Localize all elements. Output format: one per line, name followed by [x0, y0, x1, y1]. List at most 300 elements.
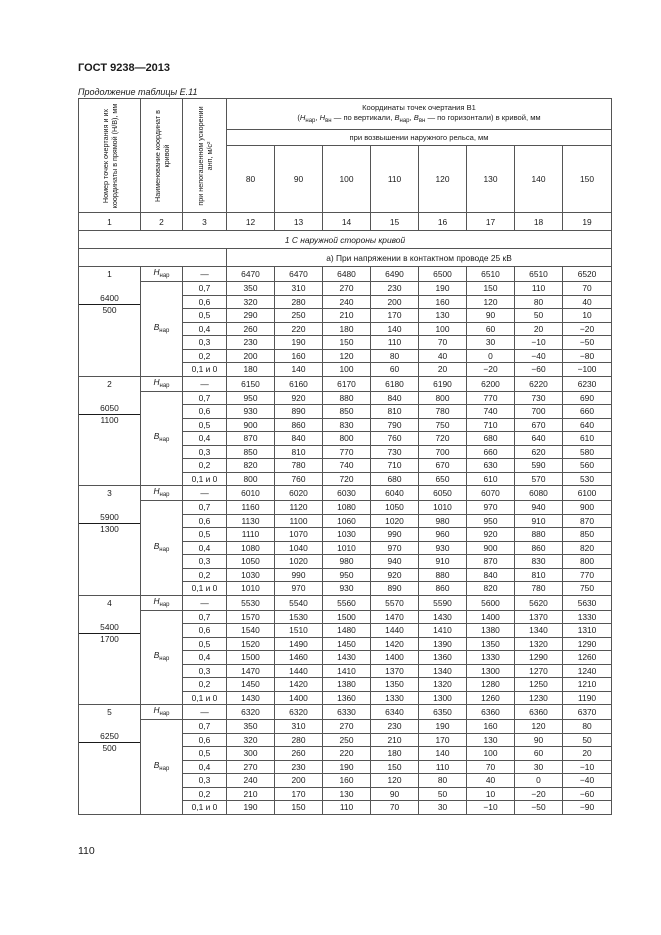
header-acceleration	[183, 99, 227, 213]
value-cell: 750	[563, 582, 612, 596]
value-cell: 1300	[467, 664, 515, 678]
value-cell: 570	[515, 472, 563, 486]
value-cell: 30	[419, 801, 467, 815]
value-cell: 560	[563, 459, 612, 473]
value-cell: 320	[227, 733, 275, 747]
acceleration-value: 0,7	[183, 720, 227, 734]
acceleration-value: 0,4	[183, 541, 227, 555]
value-cell: 180	[371, 747, 419, 761]
value-cell: 120	[467, 295, 515, 309]
value-cell: 130	[467, 733, 515, 747]
value-cell: 30	[467, 336, 515, 350]
acceleration-value: 0,7	[183, 501, 227, 515]
acceleration-value: 0,5	[183, 637, 227, 651]
value-cell: 6490	[371, 267, 419, 282]
table-row-h-point-1	[79, 267, 612, 282]
value-cell: 270	[323, 720, 371, 734]
value-cell: 930	[323, 582, 371, 596]
value-cell: 810	[371, 405, 419, 419]
value-cell: 710	[371, 459, 419, 473]
value-cell: 130	[419, 309, 467, 323]
value-cell: 1420	[371, 637, 419, 651]
value-cell: 1040	[275, 541, 323, 555]
vert-text: — по вертикали,	[331, 112, 395, 122]
point-number: 3	[107, 488, 112, 498]
value-cell: 1290	[515, 651, 563, 665]
column-number-17: 17	[467, 213, 515, 231]
header-coordinate-name	[141, 99, 183, 213]
b-subscript: нар	[159, 437, 170, 444]
value-cell: 1430	[419, 610, 467, 624]
value-cell: 250	[275, 309, 323, 323]
value-cell: 800	[323, 432, 371, 446]
value-cell: −10	[467, 801, 515, 815]
point-coordinates-fraction	[79, 512, 140, 535]
value-cell: 730	[371, 445, 419, 459]
b-symbol: B	[153, 759, 160, 770]
value-cell: 190	[275, 336, 323, 350]
value-cell: 950	[323, 568, 371, 582]
value-cell: 350	[227, 720, 275, 734]
header-coordinates-group	[227, 99, 612, 130]
value-cell: 820	[467, 582, 515, 596]
value-cell: −20	[563, 322, 612, 336]
value-cell: 5590	[419, 595, 467, 610]
value-cell: 750	[419, 418, 467, 432]
b-symbol: B	[153, 540, 160, 551]
hnar-symbol: H	[299, 112, 306, 122]
bvn-sub: вн	[418, 117, 426, 124]
header-elevation-90: 90	[275, 146, 323, 213]
value-cell: 1160	[227, 501, 275, 515]
column-number-12: 12	[227, 213, 275, 231]
h-symbol: H	[153, 376, 160, 387]
value-cell: 1210	[563, 678, 612, 692]
value-cell: 110	[323, 801, 371, 815]
acceleration-value: 0,2	[183, 349, 227, 363]
value-cell: −60	[563, 787, 612, 801]
value-cell: 800	[563, 555, 612, 569]
value-cell: 270	[323, 282, 371, 296]
value-cell: 120	[323, 349, 371, 363]
value-cell: 670	[419, 459, 467, 473]
h-subscript: нар	[159, 273, 170, 279]
acceleration-value: 0,6	[183, 514, 227, 528]
value-cell: 120	[371, 774, 419, 788]
value-cell: 100	[323, 363, 371, 377]
value-cell: 310	[275, 282, 323, 296]
column-number-13: 13	[275, 213, 323, 231]
value-cell: 1050	[227, 555, 275, 569]
acceleration-value: 0,7	[183, 391, 227, 405]
h-symbol: H	[153, 595, 160, 606]
value-cell: 800	[227, 472, 275, 486]
acceleration-value: 0,6	[183, 295, 227, 309]
header-point-number-text: Номер точек очертания и их координаты в прямой (H/B), мм	[100, 103, 119, 208]
value-cell: 650	[419, 472, 467, 486]
table-row-h-point-2	[79, 376, 612, 391]
value-cell: 130	[323, 787, 371, 801]
value-cell: 6010	[227, 486, 275, 501]
value-cell: 1440	[371, 624, 419, 638]
value-cell: 6020	[275, 486, 323, 501]
value-cell: 70	[371, 801, 419, 815]
column-number-3: 3	[183, 213, 227, 231]
value-cell: 1520	[227, 637, 275, 651]
value-cell: 910	[515, 514, 563, 528]
acceleration-value: 0,6	[183, 405, 227, 419]
acceleration-value: 0,1 и 0	[183, 472, 227, 486]
point-cell	[79, 705, 141, 815]
b-symbol: B	[153, 321, 160, 332]
value-cell: 60	[371, 363, 419, 377]
point-h-coordinate: 6050	[79, 403, 140, 415]
value-cell: 990	[371, 528, 419, 542]
value-cell: 90	[515, 733, 563, 747]
value-cell: 290	[227, 309, 275, 323]
acceleration-value: 0,4	[183, 432, 227, 446]
value-cell: 5630	[563, 595, 612, 610]
point-coordinates-fraction	[79, 403, 140, 426]
h-subscript: нар	[159, 601, 170, 608]
value-cell: 6520	[563, 267, 612, 282]
value-cell: 700	[419, 445, 467, 459]
value-cell: 800	[419, 391, 467, 405]
table-row-b-point-5	[79, 720, 612, 734]
b-symbol: B	[153, 650, 160, 661]
value-cell: 6170	[323, 376, 371, 391]
table-row-b-point-4	[79, 610, 612, 624]
value-cell: 810	[275, 445, 323, 459]
hnar-sub: нар	[305, 117, 316, 124]
value-cell: 870	[467, 555, 515, 569]
acceleration-value: 0,4	[183, 651, 227, 665]
column-number-15: 15	[371, 213, 419, 231]
value-cell: 1380	[323, 678, 371, 692]
value-cell: 280	[275, 733, 323, 747]
table-row-b-point-3	[79, 501, 612, 515]
value-cell: 6350	[419, 705, 467, 720]
value-cell: 640	[563, 418, 612, 432]
value-cell: 6320	[275, 705, 323, 720]
h-subscript: нар	[159, 711, 170, 717]
value-cell: 780	[419, 405, 467, 419]
value-cell: 1050	[371, 501, 419, 515]
b-nar-label	[141, 282, 183, 377]
value-cell: 6330	[323, 705, 371, 720]
value-cell: 70	[467, 760, 515, 774]
b-subscript: нар	[159, 546, 170, 553]
value-cell: 1530	[275, 610, 323, 624]
value-cell: 970	[275, 582, 323, 596]
acceleration-dash: —	[183, 376, 227, 391]
acceleration-value: 0,2	[183, 678, 227, 692]
value-cell: 1080	[323, 501, 371, 515]
value-cell: 240	[227, 774, 275, 788]
value-cell: 1490	[275, 637, 323, 651]
value-cell: 1480	[323, 624, 371, 638]
table-row-h-point-4	[79, 595, 612, 610]
value-cell: 840	[275, 432, 323, 446]
value-cell: 1400	[467, 610, 515, 624]
value-cell: 1120	[275, 501, 323, 515]
value-cell: 180	[323, 322, 371, 336]
value-cell: 1350	[371, 678, 419, 692]
point-b-coordinate: 500	[102, 743, 117, 753]
value-cell: 5560	[323, 595, 371, 610]
b-nar-label	[141, 501, 183, 596]
acceleration-value: 0,2	[183, 459, 227, 473]
table-row-b-point-1	[79, 282, 612, 296]
h-nar-label	[141, 376, 183, 391]
value-cell: 610	[563, 432, 612, 446]
value-cell: 110	[515, 282, 563, 296]
value-cell: 1340	[515, 624, 563, 638]
value-cell: 770	[563, 568, 612, 582]
value-cell: 1260	[563, 651, 612, 665]
value-cell: 920	[371, 568, 419, 582]
table-row-h-point-5	[79, 705, 612, 720]
value-cell: 6510	[467, 267, 515, 282]
bnar-symbol: B	[394, 112, 400, 122]
value-cell: 920	[275, 391, 323, 405]
column-number-16: 16	[419, 213, 467, 231]
acceleration-value: 0,7	[183, 282, 227, 296]
h-nar-label	[141, 595, 183, 610]
value-cell: 5570	[371, 595, 419, 610]
value-cell: 6340	[371, 705, 419, 720]
header-acceleration-text: при непогашенном ускорении aнп, м/с²	[195, 105, 214, 206]
value-cell: 150	[275, 801, 323, 815]
point-h-coordinate: 6400	[79, 293, 140, 305]
acceleration-value: 0,4	[183, 760, 227, 774]
value-cell: 1410	[323, 664, 371, 678]
header-elevation-120: 120	[419, 146, 467, 213]
value-cell: 820	[563, 541, 612, 555]
value-cell: 710	[467, 418, 515, 432]
value-cell: 740	[467, 405, 515, 419]
header-coordinate-name-text: Наименование координат в кривой	[152, 109, 171, 202]
value-cell: 1450	[227, 678, 275, 692]
value-cell: 670	[515, 418, 563, 432]
value-cell: 6230	[563, 376, 612, 391]
value-cell: 1500	[323, 610, 371, 624]
header-elevation-group: при возвышении наружного рельса, мм	[227, 130, 612, 146]
acceleration-dash: —	[183, 705, 227, 720]
acceleration-value: 0,2	[183, 787, 227, 801]
value-cell: 100	[419, 322, 467, 336]
b-subscript: нар	[159, 327, 170, 334]
h-nar-label	[141, 705, 183, 720]
value-cell: 900	[227, 418, 275, 432]
value-cell: 1080	[227, 541, 275, 555]
value-cell: 770	[323, 445, 371, 459]
value-cell: 6320	[227, 705, 275, 720]
acceleration-value: 0,1 и 0	[183, 363, 227, 377]
value-cell: 780	[515, 582, 563, 596]
value-cell: 0	[467, 349, 515, 363]
value-cell: 6180	[371, 376, 419, 391]
point-h-coordinate: 5400	[79, 622, 140, 634]
point-b-coordinate: 1300	[100, 524, 119, 534]
value-cell: 930	[227, 405, 275, 419]
page-number: 110	[78, 845, 95, 857]
value-cell: 140	[371, 322, 419, 336]
acceleration-value: 0,1 и 0	[183, 801, 227, 815]
value-cell: 620	[515, 445, 563, 459]
value-cell: 690	[563, 391, 612, 405]
value-cell: 1010	[227, 582, 275, 596]
value-cell: 820	[227, 459, 275, 473]
header-point-number	[79, 99, 141, 213]
b-nar-label	[141, 720, 183, 815]
section-title: 1 С наружной стороны кривой	[79, 231, 612, 249]
value-cell: 20	[419, 363, 467, 377]
value-cell: 840	[467, 568, 515, 582]
acceleration-value: 0,3	[183, 336, 227, 350]
value-cell: 590	[515, 459, 563, 473]
value-cell: 80	[563, 720, 612, 734]
value-cell: 190	[419, 720, 467, 734]
acceleration-value: 0,3	[183, 774, 227, 788]
value-cell: 260	[275, 747, 323, 761]
value-cell: 970	[371, 541, 419, 555]
value-cell: 150	[371, 760, 419, 774]
value-cell: 720	[419, 432, 467, 446]
value-cell: 880	[515, 528, 563, 542]
value-cell: 730	[515, 391, 563, 405]
header-elevation-80: 80	[227, 146, 275, 213]
value-cell: 40	[563, 295, 612, 309]
value-cell: 180	[227, 363, 275, 377]
paren-open: (	[297, 112, 300, 122]
value-cell: 6150	[227, 376, 275, 391]
value-cell: 870	[227, 432, 275, 446]
value-cell: 1130	[227, 514, 275, 528]
value-cell: 1190	[563, 691, 612, 705]
acceleration-value: 0,4	[183, 322, 227, 336]
bnar-sub: нар	[399, 117, 410, 124]
hvn-symbol: H	[319, 112, 326, 122]
value-cell: 1060	[323, 514, 371, 528]
value-cell: 680	[467, 432, 515, 446]
value-cell: 1360	[419, 651, 467, 665]
acceleration-value: 0,5	[183, 309, 227, 323]
value-cell: 660	[563, 405, 612, 419]
value-cell: 60	[515, 747, 563, 761]
h-nar-label	[141, 267, 183, 282]
point-coordinates-fraction	[79, 622, 140, 645]
value-cell: 170	[275, 787, 323, 801]
value-cell: 830	[515, 555, 563, 569]
value-cell: 6100	[563, 486, 612, 501]
value-cell: 1350	[467, 637, 515, 651]
value-cell: 6470	[275, 267, 323, 282]
value-cell: 1570	[227, 610, 275, 624]
value-cell: 300	[227, 747, 275, 761]
h-symbol: H	[153, 705, 160, 715]
value-cell: 6480	[323, 267, 371, 282]
header-elevation-150: 150	[563, 146, 612, 213]
value-cell: 1390	[419, 637, 467, 651]
acceleration-value: 0,1 и 0	[183, 691, 227, 705]
value-cell: 530	[563, 472, 612, 486]
value-cell: 990	[275, 568, 323, 582]
value-cell: 170	[371, 309, 419, 323]
value-cell: 6470	[227, 267, 275, 282]
header-group-line2: ($H_{нар}$, $H_{вн}$ — по вертикали, $B_{нар}$, $B_{вн}$ — по горизонтали) в кривой, мм	[297, 112, 541, 124]
acceleration-value: 0,7	[183, 610, 227, 624]
value-cell: 90	[371, 787, 419, 801]
value-cell: 860	[515, 541, 563, 555]
value-cell: 160	[275, 349, 323, 363]
value-cell: 1430	[227, 691, 275, 705]
value-cell: 220	[275, 322, 323, 336]
point-b-coordinate: 1100	[100, 414, 119, 425]
b-subscript: нар	[159, 656, 170, 663]
value-cell: 900	[563, 501, 612, 515]
acceleration-dash: —	[183, 486, 227, 501]
value-cell: 210	[227, 787, 275, 801]
value-cell: 940	[515, 501, 563, 515]
value-cell: 70	[419, 336, 467, 350]
value-cell: 200	[275, 774, 323, 788]
value-cell: 1370	[515, 610, 563, 624]
value-cell: 110	[419, 760, 467, 774]
table-row-h-point-3	[79, 486, 612, 501]
value-cell: 940	[371, 555, 419, 569]
value-cell: 1330	[467, 651, 515, 665]
value-cell: 50	[515, 309, 563, 323]
value-cell: 10	[563, 309, 612, 323]
value-cell: 20	[515, 322, 563, 336]
value-cell: 1320	[419, 678, 467, 692]
point-cell	[79, 267, 141, 377]
value-cell: 950	[467, 514, 515, 528]
acceleration-value: 0,6	[183, 624, 227, 638]
value-cell: 950	[227, 391, 275, 405]
value-cell: 980	[323, 555, 371, 569]
value-cell: 1410	[419, 624, 467, 638]
value-cell: 230	[275, 760, 323, 774]
value-cell: 1500	[227, 651, 275, 665]
value-cell: 40	[467, 774, 515, 788]
value-cell: 5600	[467, 595, 515, 610]
value-cell: 860	[419, 582, 467, 596]
value-cell: 50	[419, 787, 467, 801]
value-cell: 80	[515, 295, 563, 309]
value-cell: 640	[515, 432, 563, 446]
value-cell: 850	[227, 445, 275, 459]
value-cell: 6030	[323, 486, 371, 501]
value-cell: 880	[323, 391, 371, 405]
value-cell: 6360	[515, 705, 563, 720]
value-cell: 230	[227, 336, 275, 350]
value-cell: 1250	[515, 678, 563, 692]
value-cell: 760	[371, 432, 419, 446]
point-b-coordinate: 1700	[100, 633, 119, 644]
h-nar-label	[141, 486, 183, 501]
column-number-19: 19	[563, 213, 612, 231]
coordinates-table	[78, 98, 612, 815]
column-number-2: 2	[141, 213, 183, 231]
value-cell: 1300	[419, 691, 467, 705]
value-cell: 50	[563, 733, 612, 747]
value-cell: 860	[275, 418, 323, 432]
value-cell: 250	[323, 733, 371, 747]
value-cell: 6190	[419, 376, 467, 391]
column-number-1: 1	[79, 213, 141, 231]
